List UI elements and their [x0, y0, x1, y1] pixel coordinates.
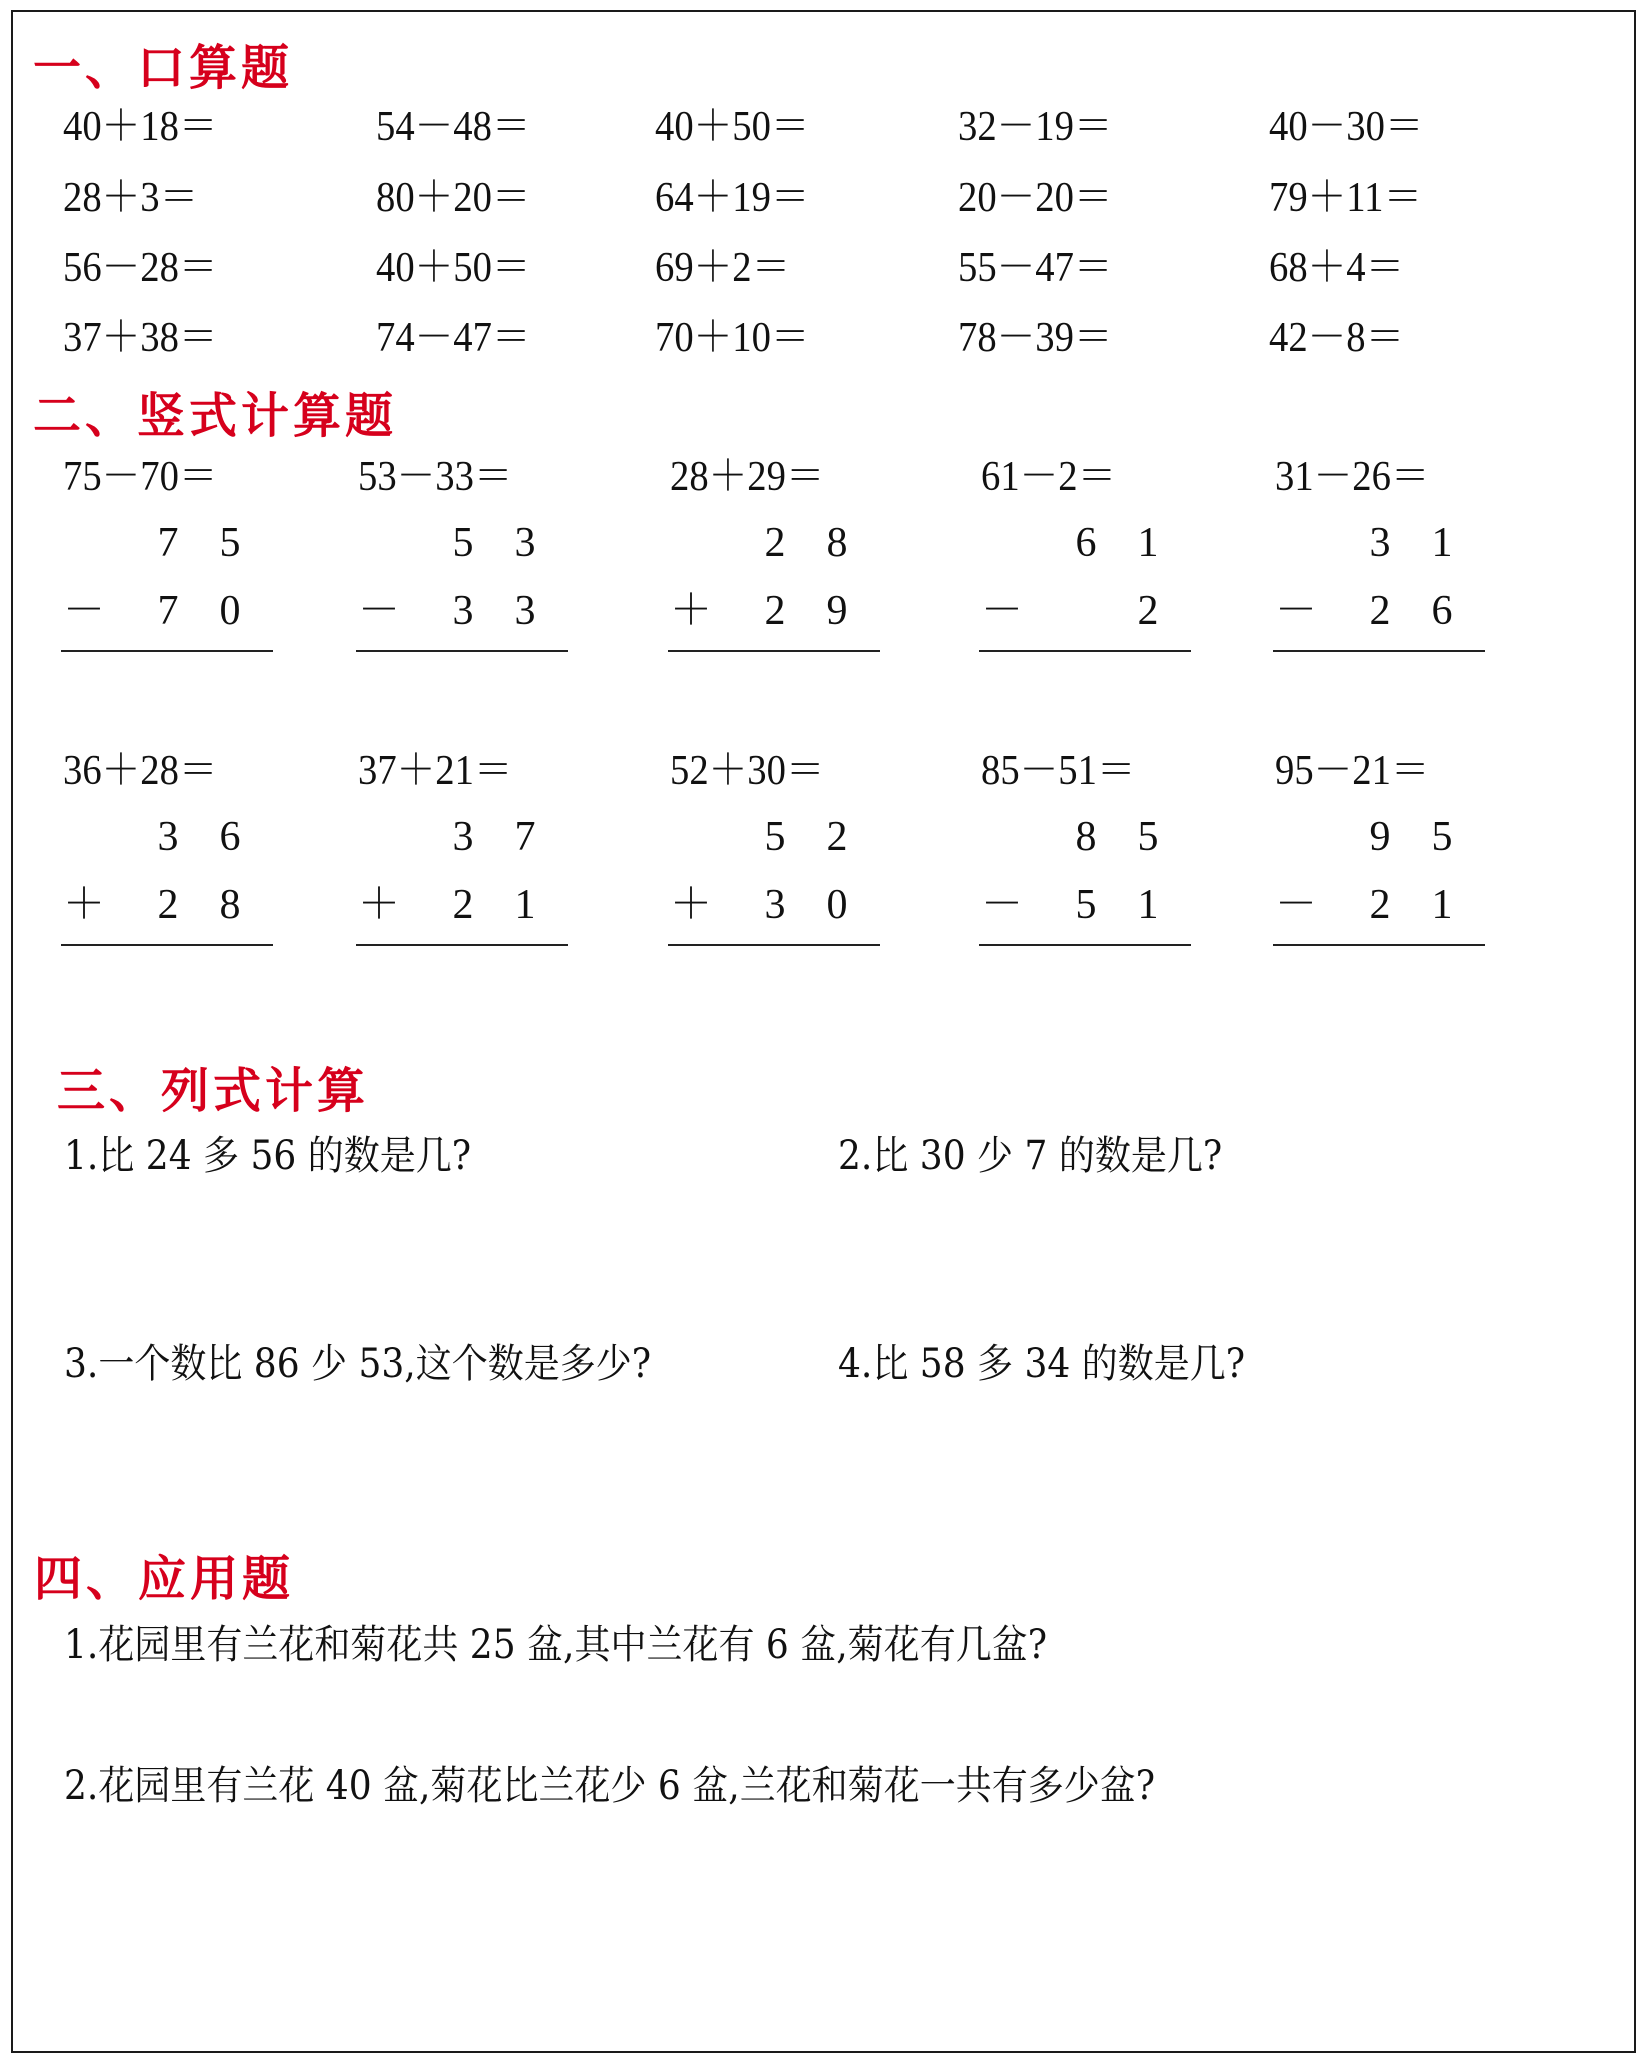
mental-math-problem: 40－30＝	[1269, 104, 1424, 150]
digit: 7	[157, 520, 179, 566]
vertical-calc-layout	[61, 808, 273, 934]
mental-math-problem: 74－47＝	[376, 315, 531, 361]
digit: 3	[514, 520, 536, 566]
plus-sign: ＋	[670, 882, 713, 928]
answer-line	[668, 944, 880, 946]
section-3-heading: 三、列式计算	[57, 1063, 370, 1119]
digit: 1	[514, 882, 536, 928]
minus-sign: －	[981, 882, 1024, 928]
answer-line	[1273, 650, 1485, 652]
digit: 1	[1137, 882, 1159, 928]
digit: 2	[1369, 588, 1391, 634]
digit: 5	[452, 520, 474, 566]
digit: 8	[1075, 814, 1097, 860]
digit: 7	[157, 588, 179, 634]
vertical-calc-bottom-row	[668, 876, 880, 934]
mental-math-problem: 54－48＝	[376, 104, 531, 150]
digit: 3	[764, 882, 786, 928]
digit: 9	[826, 588, 848, 634]
word-problem-2: 2.花园里有兰花 40 盆,菊花比兰花少 6 盆,兰花和菊花一共有多少盆?	[64, 1763, 1156, 1809]
digit: 6	[1075, 520, 1097, 566]
mental-math-problem: 68＋4＝	[1269, 245, 1405, 291]
mental-math-problem: 40＋50＝	[376, 245, 531, 291]
vertical-calc-top-row	[356, 808, 568, 866]
vertical-calc-top-row	[979, 808, 1191, 866]
vertical-calc-top-row	[668, 808, 880, 866]
answer-line	[668, 650, 880, 652]
digit: 6	[219, 814, 241, 860]
mental-math-problem: 55－47＝	[958, 245, 1113, 291]
vertical-calc-equation: 28＋29＝	[670, 454, 825, 500]
vertical-calc-bottom-row	[1273, 582, 1485, 640]
answer-line	[356, 650, 568, 652]
digit: 0	[219, 588, 241, 634]
vertical-calc-equation: 61－2＝	[981, 454, 1117, 500]
vertical-calc-top-row	[668, 514, 880, 572]
vertical-calc-equation: 75－70＝	[63, 454, 218, 500]
vertical-calc-top-row	[356, 514, 568, 572]
vertical-calc-equation: 36＋28＝	[63, 748, 218, 794]
digit: 5	[764, 814, 786, 860]
mental-math-problem: 79＋11＝	[1269, 175, 1423, 221]
word-calc-item-4: 4.比 58 多 34 的数是几?	[838, 1341, 1246, 1387]
vertical-calc-bottom-row	[668, 582, 880, 640]
vertical-calc-equation: 31－26＝	[1275, 454, 1430, 500]
digit: 2	[1137, 588, 1159, 634]
mental-math-problem: 70＋10＝	[655, 315, 810, 361]
digit: 5	[1137, 814, 1159, 860]
answer-line	[61, 650, 273, 652]
mental-math-problem: 56－28＝	[63, 245, 218, 291]
vertical-calc-equation: 52＋30＝	[670, 748, 825, 794]
vertical-calc-bottom-row	[979, 582, 1191, 640]
mental-math-problem: 20－20＝	[958, 175, 1113, 221]
vertical-calc-layout	[356, 808, 568, 934]
vertical-calc-equation: 53－33＝	[358, 454, 513, 500]
vertical-calc-layout	[61, 514, 273, 640]
digit: 9	[1369, 814, 1391, 860]
minus-sign: －	[63, 588, 106, 634]
vertical-calc-layout	[1273, 808, 1485, 934]
digit: 1	[1431, 520, 1453, 566]
digit: 3	[452, 588, 474, 634]
vertical-calc-layout	[668, 808, 880, 934]
vertical-calc-top-row	[1273, 514, 1485, 572]
vertical-calc-bottom-row	[979, 876, 1191, 934]
digit: 0	[826, 882, 848, 928]
digit: 7	[514, 814, 536, 860]
plus-sign: ＋	[358, 882, 401, 928]
vertical-calc-layout	[1273, 514, 1485, 640]
mental-math-problem: 78－39＝	[958, 315, 1113, 361]
digit: 5	[1075, 882, 1097, 928]
answer-line	[979, 944, 1191, 946]
mental-math-problem: 42－8＝	[1269, 315, 1405, 361]
answer-line	[1273, 944, 1485, 946]
digit: 1	[1137, 520, 1159, 566]
minus-sign: －	[981, 588, 1024, 634]
digit: 3	[157, 814, 179, 860]
word-calc-item-3: 3.一个数比 86 少 53,这个数是多少?	[64, 1341, 652, 1387]
vertical-calc-top-row	[1273, 808, 1485, 866]
vertical-calc-layout	[979, 808, 1191, 934]
minus-sign: －	[1275, 882, 1318, 928]
vertical-calc-equation: 85－51＝	[981, 748, 1136, 794]
mental-math-problem: 37＋38＝	[63, 315, 218, 361]
word-calc-item-1: 1.比 24 多 56 的数是几?	[64, 1133, 472, 1179]
vertical-calc-bottom-row	[1273, 876, 1485, 934]
section-1-heading: 一、口算题	[33, 40, 294, 96]
mental-math-problem: 64＋19＝	[655, 175, 810, 221]
mental-math-problem: 69＋2＝	[655, 245, 791, 291]
digit: 2	[826, 814, 848, 860]
digit: 2	[1369, 882, 1391, 928]
plus-sign: ＋	[63, 882, 106, 928]
minus-sign: －	[1275, 588, 1318, 634]
digit: 2	[157, 882, 179, 928]
mental-math-problem: 40＋50＝	[655, 104, 810, 150]
mental-math-problem: 28＋3＝	[63, 175, 199, 221]
vertical-calc-bottom-row	[356, 582, 568, 640]
vertical-calc-bottom-row	[61, 582, 273, 640]
vertical-calc-layout	[979, 514, 1191, 640]
digit: 5	[1431, 814, 1453, 860]
vertical-calc-top-row	[61, 808, 273, 866]
digit: 3	[452, 814, 474, 860]
digit: 8	[826, 520, 848, 566]
digit: 5	[219, 520, 241, 566]
digit: 3	[1369, 520, 1391, 566]
vertical-calc-top-row	[61, 514, 273, 572]
mental-math-problem: 32－19＝	[958, 104, 1113, 150]
digit: 2	[452, 882, 474, 928]
vertical-calc-top-row	[979, 514, 1191, 572]
vertical-calc-bottom-row	[356, 876, 568, 934]
vertical-calc-bottom-row	[61, 876, 273, 934]
mental-math-problem: 80＋20＝	[376, 175, 531, 221]
answer-line	[979, 650, 1191, 652]
answer-line	[61, 944, 273, 946]
vertical-calc-layout	[668, 514, 880, 640]
minus-sign: －	[358, 588, 401, 634]
digit: 6	[1431, 588, 1453, 634]
vertical-calc-equation: 95－21＝	[1275, 748, 1430, 794]
mental-math-problem: 40＋18＝	[63, 104, 218, 150]
vertical-calc-equation: 37＋21＝	[358, 748, 513, 794]
word-problem-1: 1.花园里有兰花和菊花共 25 盆,其中兰花有 6 盆,菊花有几盆?	[64, 1622, 1048, 1668]
digit: 8	[219, 882, 241, 928]
digit: 2	[764, 588, 786, 634]
digit: 1	[1431, 882, 1453, 928]
vertical-calc-layout	[356, 514, 568, 640]
section-2-heading: 二、竖式计算题	[33, 388, 398, 444]
section-4-heading: 四、应用题	[34, 1551, 295, 1607]
digit: 2	[764, 520, 786, 566]
word-calc-item-2: 2.比 30 少 7 的数是几?	[838, 1133, 1223, 1179]
answer-line	[356, 944, 568, 946]
plus-sign: ＋	[670, 588, 713, 634]
digit: 3	[514, 588, 536, 634]
